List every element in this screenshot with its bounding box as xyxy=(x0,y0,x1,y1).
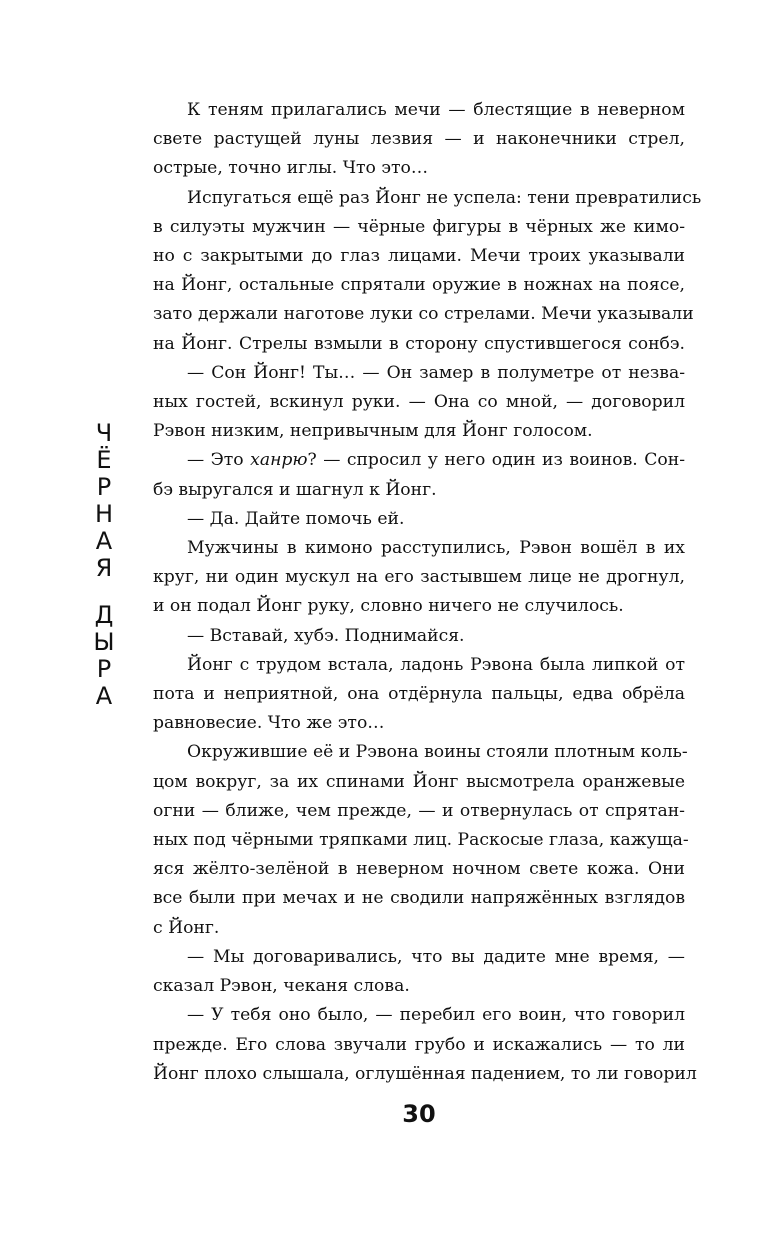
text-line: К теням прилагались мечи — блестящие в неверном xyxy=(187,100,685,120)
paragraph xyxy=(153,446,685,504)
text-line: бэ выругался и шагнул к Йонг. xyxy=(153,479,437,500)
running-title-letter: Д xyxy=(94,601,114,629)
text-line: на Йонг. Стрелы взмыли в сторону спустившегося сонбэ. xyxy=(153,333,685,354)
text-span: ? — спросил у него один из воинов. Сон- xyxy=(307,450,685,471)
text-line: и он подал Йонг руку, словно ничего не случилось. xyxy=(153,596,624,617)
text-line: Испугаться ещё раз Йонг не успела: тени превратились xyxy=(187,187,702,208)
paragraph xyxy=(153,622,685,651)
running-title-letter: Р xyxy=(96,473,112,501)
text-line: круг, ни один мускул на его застывшем лице не дрогнул, xyxy=(153,567,685,588)
running-title-letter: Ы xyxy=(93,628,115,656)
paragraph xyxy=(153,96,685,184)
text-line: ных гостей, вскинул руки. — Она со мной, — договорил xyxy=(153,392,685,413)
running-title-letter: А xyxy=(95,682,113,710)
text-line: Йонг с трудом встала, ладонь Рэвона была липкой от xyxy=(187,654,685,675)
text-line: яся жёлто-зелёной в неверном ночном свете кожа. Они xyxy=(153,859,685,880)
text-line: зато держали наготове луки со стрелами. Мечи указывали xyxy=(153,304,694,325)
paragraph xyxy=(153,738,689,942)
running-title-letter: Р xyxy=(96,655,112,683)
text-line: сказал Рэвон, чеканя слова. xyxy=(153,976,410,997)
text-line: с Йонг. xyxy=(153,917,220,938)
paragraph xyxy=(153,1001,697,1089)
text-span: — Это xyxy=(187,450,251,471)
text-line: — Да. Дайте помочь ей. xyxy=(187,508,405,529)
paragraph xyxy=(153,534,685,622)
running-title-letter: Н xyxy=(94,500,114,528)
text-line: равновесие. Что же это… xyxy=(153,713,385,734)
paragraph xyxy=(153,651,685,739)
paragraph xyxy=(153,184,702,359)
text-line: ных под чёрными тряпками лиц. Раскосые глаза, кажуща- xyxy=(153,830,689,851)
italic-word: ханрю xyxy=(250,450,308,471)
text-line: свете растущей луны лезвия — и наконечники стрел, xyxy=(153,129,685,150)
text-line: Мужчины в кимоно расступились, Рэвон вошёл в их xyxy=(187,538,685,559)
text-line: острые, точно иглы. Что это… xyxy=(153,158,429,179)
text-line: огни — ближе, чем прежде, — и отвернулась от спрятан- xyxy=(153,800,685,821)
text-line: все были при мечах и не сводили напряжённых взглядов xyxy=(153,888,685,909)
text-line: но с закрытыми до глаз лицами. Мечи троих указывали xyxy=(153,246,685,267)
text-line: — Вставай, хубэ. Поднимайся. xyxy=(187,625,465,646)
text-line: — Сон Йонг! Ты… — Он замер в полуметре от незва- xyxy=(187,362,685,383)
text-line: — У тебя оно было, — перебил его воин, что говорил xyxy=(187,1005,685,1026)
text-line: пота и неприятной, она отдёрнула пальцы, едва обрёла xyxy=(153,684,685,705)
text-line: прежде. Его слова звучали грубо и искажались — то ли xyxy=(153,1034,685,1055)
text-line: на Йонг, остальные спрятали оружие в ножнах на поясе, xyxy=(153,275,685,296)
paragraph xyxy=(153,359,685,447)
text-line: цом вокруг, за их спинами Йонг высмотрела оранжевые xyxy=(153,771,685,792)
body-text xyxy=(153,96,702,1089)
running-title-letter: Ё xyxy=(96,446,112,474)
text-line: Йонг плохо слышала, оглушённая падением, то ли говорил xyxy=(153,1063,697,1084)
page-number: 30 xyxy=(402,1100,436,1128)
running-title-letter: А xyxy=(95,527,113,555)
running-title-gap xyxy=(84,582,124,602)
text-line: Рэвон низким, непривычным для Йонг голосом. xyxy=(153,421,593,442)
paragraph xyxy=(153,943,685,1001)
running-title xyxy=(84,420,124,710)
paragraph xyxy=(153,505,685,534)
text-line: — Мы договаривались, что вы дадите мне время, — xyxy=(187,946,685,967)
running-title-letter: Ч xyxy=(95,419,113,447)
text-line: Окружившие её и Рэвона воины стояли плотным коль- xyxy=(187,742,688,763)
text-line xyxy=(153,446,685,475)
text-line: в силуэты мужчин — чёрные фигуры в чёрных же кимо- xyxy=(153,216,685,237)
running-title-letter: Я xyxy=(95,554,113,582)
